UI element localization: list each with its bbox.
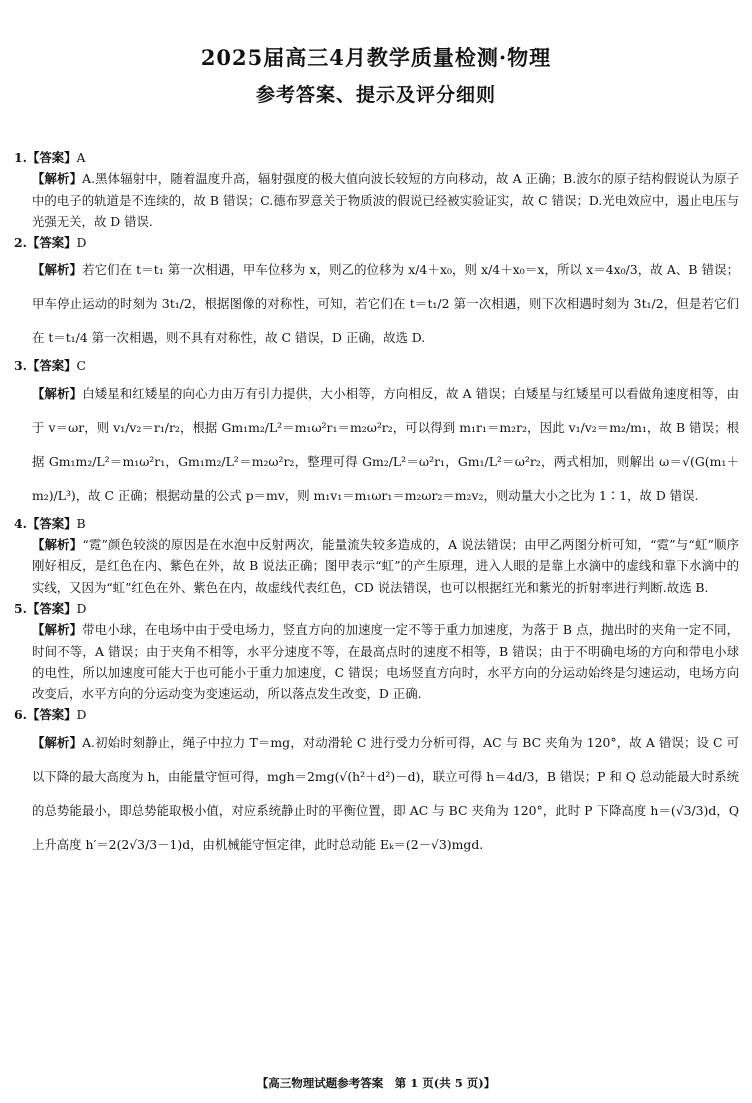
answer-line: 1.【答案】A [14,150,86,165]
answer-line: 5.【答案】D [14,600,87,616]
page-footer: 【高三物理试题参考答案 第 1 页(共 5 页)】 [256,1076,496,1090]
page-title: 2025届高三4月教学质量检测·物理 [200,45,552,70]
answer-value: B [76,515,86,531]
question-2 [14,232,739,355]
analysis-text: A.黑体辐射中，随着温度升高，辐射强度的极大值向波长较短的方向移动，故 A 正确；B.波尔的原子结构假说认为原子中的电子的轨道是不连续的，故 B 错误；C.德布罗意关于物质波的假说已经被实验证实，故 C 错误；D.光电效应中，遏止电压与光强无关，故 D 错误. [32,171,740,229]
answer-value: D [76,600,87,616]
answer-line: 3.【答案】C [14,358,86,374]
question-3 [14,355,739,512]
answer-list [14,147,739,862]
question-6 [14,704,739,861]
analysis-text: 若它们在 t＝t₁ 第一次相遇，甲车位移为 x，则乙的位移为 x/4＋x₀，则 x/4＋x₀＝x，所以 x＝4x₀/3，故 A、B 错误；甲车停止运动的时刻为 3t₁/2，根据图像的对称性，可知，若它们在 t＝t₁/2 第一次相遇，则下次相遇时刻为 3t₁/2，但是若它们在 t＝t₁/4 第一次相遇，则不具有对称性，故 C 错误，D 正确，故选 D. [32,262,739,346]
analysis-paragraph: 【解析】带电小球，在电场中由于受电场力，竖直方向的加速度一定不等于重力加速度，为落于 B 点，抛出时的夹角一定不同，时间不等，A 错误；由于夹角不相等，水平分速度不等，在最高点时的速度不相等，B 错误；由于不明确电场的方向和带电小球的电性，所以加速度可能大于也可能小于重力加速度，C 错误；电场竖直方向时，水平方向的分运动始终是匀速运动，电场方向改变后，水平方向的分运动变为变速运动，所以落点发生改变，D 正确. [32,622,739,702]
answer-value: A [76,150,86,165]
analysis-paragraph: 【解析】若它们在 t＝t₁ 第一次相遇，甲车位移为 x，则乙的位移为 x/4＋x₀，则 x/4＋x₀＝x，所以 x＝4x₀/3，故 A、B 错误；甲车停止运动的时刻为 3t₁/2，根据图像的对称性，可知，若它们在 t＝t₁/2 第一次相遇，则下次相遇时刻为 3t₁/2，但是若它们在 t＝t₁/4 第一次相遇，则不具有对称性，故 C 错误，D 正确，故选 D. [32,262,739,346]
answer-line: 4.【答案】B [14,515,86,531]
page-subtitle: 参考答案、提示及评分细则 [255,84,496,106]
analysis-text: “霓”颜色较淡的原因是在水泡中反射两次，能量流失较多造成的，A 说法错误；由甲乙两图分析可知，“霓”与“虹”顺序刚好相反，是红色在内、紫色在外，故 B 说法正确；图甲表示“虹”的产生原理，进入人眼的是靠上水滴中的虚线和靠下水滴中的实线，又因为“虹”红色在外、紫色在内，故虚线代表红色，CD 说法错误，也可以根据红光和紫光的折射率进行判断.故选 B. [32,537,739,595]
analysis-text: A.初始时刻静止，绳子中拉力 T＝mg，对动滑轮 C 进行受力分析可得，AC 与 BC 夹角为 120°，故 A 错误；设 C 可以下降的最大高度为 h，由能量守恒可得，mgh＝2mg(√(h²＋d²)－d)，联立可得 h＝4d/3，B 错误；P 和 Q 总动能最大时系统的总势能最小，即总势能取极小值，对应系统静止时的平衡位置，即 AC 与 BC 夹角为 120°，此时 P 下降高度 h＝(√3/3)d，Q 上升高度 h′＝2(2√3/3－1)d，由机械能守恒定律，此时总动能 Eₖ＝(2－√3)mgd. [32,734,739,852]
answer-value: D [76,235,87,251]
question-5 [14,598,739,704]
answer-line: 2.【答案】D [14,235,87,251]
question-1 [14,147,739,232]
question-4 [14,513,739,598]
analysis-paragraph: 【解析】“霓”颜色较淡的原因是在水泡中反射两次，能量流失较多造成的，A 说法错误；由甲乙两图分析可知，“霓”与“虹”顺序刚好相反，是红色在内、紫色在外，故 B 说法正确；图甲表示“虹”的产生原理，进入人眼的是靠上水滴中的虚线和靠下水滴中的实线，又因为“虹”红色在外、紫色在内，故虚线代表红色，CD 说法错误，也可以根据红光和紫光的折射率进行判断.故选 B. [32,537,739,595]
answer-value: C [76,358,86,374]
analysis-text: 白矮星和红矮星的向心力由万有引力提供，大小相等，方向相反，故 A 错误；白矮星与红矮星可以看做角速度相等，由于 v＝ωr，则 v₁/v₂＝r₁/r₂，根据 Gm₁m₂/L²＝m₁ω²r₁＝m₂ω²r₂，可以得到 m₁r₁＝m₂r₂，因此 v₁/v₂＝m₂/m₁，故 B 错误；根据 Gm₁m₂/L²＝m₁ω²r₁，Gm₁m₂/L²＝m₂ω²r₂，整理可得 Gm₂/L²＝ω²r₁，Gm₁/L²＝ω²r₂，两式相加，则解出 ω＝√(G(m₁＋m₂)/L³)，故 C 正确；根据动量的公式 p＝mv，则 m₁v₁＝m₁ωr₁＝m₂ωr₂＝m₂v₂，则动量大小之比为 1∶1，故 D 错误. [32,385,740,503]
analysis-paragraph: 【解析】A.黑体辐射中，随着温度升高，辐射强度的极大值向波长较短的方向移动，故 A 正确；B.波尔的原子结构假说认为原子中的电子的轨道是不连续的，故 B 错误；C.德布罗意关于物质波的假说已经被实验证实，故 C 错误；D.光电效应中，遏止电压与光强无关，故 D 错误. [32,171,740,229]
analysis-paragraph: 【解析】A.初始时刻静止，绳子中拉力 T＝mg，对动滑轮 C 进行受力分析可得，AC 与 BC 夹角为 120°，故 A 错误；设 C 可以下降的最大高度为 h，由能量守恒可得，mgh＝2mg(√(h²＋d²)－d)，联立可得 h＝4d/3，B 错误；P 和 Q 总动能最大时系统的总势能最小，即总势能取极小值，对应系统静止时的平衡位置，即 AC 与 BC 夹角为 120°，此时 P 下降高度 h＝(√3/3)d，Q 上升高度 h′＝2(2√3/3－1)d，由机械能守恒定律，此时总动能 Eₖ＝(2－√3)mgd. [32,734,739,852]
answer-value: D [76,707,87,723]
analysis-text: 带电小球，在电场中由于受电场力，竖直方向的加速度一定不等于重力加速度，为落于 B 点，抛出时的夹角一定不同，时间不等，A 错误；由于夹角不相等，水平分速度不等，在最高点时的速度不相等，B 错误；由于不明确电场的方向和带电小球的电性，所以加速度可能大于也可能小于重力加速度，C 错误；电场竖直方向时，水平方向的分运动始终是匀速运动，电场方向改变后，水平方向的分运动变为变速运动，所以落点发生改变，D 正确. [32,622,739,702]
answer-line: 6.【答案】D [14,707,87,723]
analysis-paragraph: 【解析】白矮星和红矮星的向心力由万有引力提供，大小相等，方向相反，故 A 错误；白矮星与红矮星可以看做角速度相等，由于 v＝ωr，则 v₁/v₂＝r₁/r₂，根据 Gm₁m₂/L²＝m₁ω²r₁＝m₂ω²r₂，可以得到 m₁r₁＝m₂r₂，因此 v₁/v₂＝m₂/m₁，故 B 错误；根据 Gm₁m₂/L²＝m₁ω²r₁，Gm₁m₂/L²＝m₂ω²r₂，整理可得 Gm₂/L²＝ω²r₁，Gm₁/L²＝ω²r₂，两式相加，则解出 ω＝√(G(m₁＋m₂)/L³)，故 C 正确；根据动量的公式 p＝mv，则 m₁v₁＝m₁ωr₁＝m₂ωr₂＝m₂v₂，则动量大小之比为 1∶1，故 D 错误. [32,385,740,503]
